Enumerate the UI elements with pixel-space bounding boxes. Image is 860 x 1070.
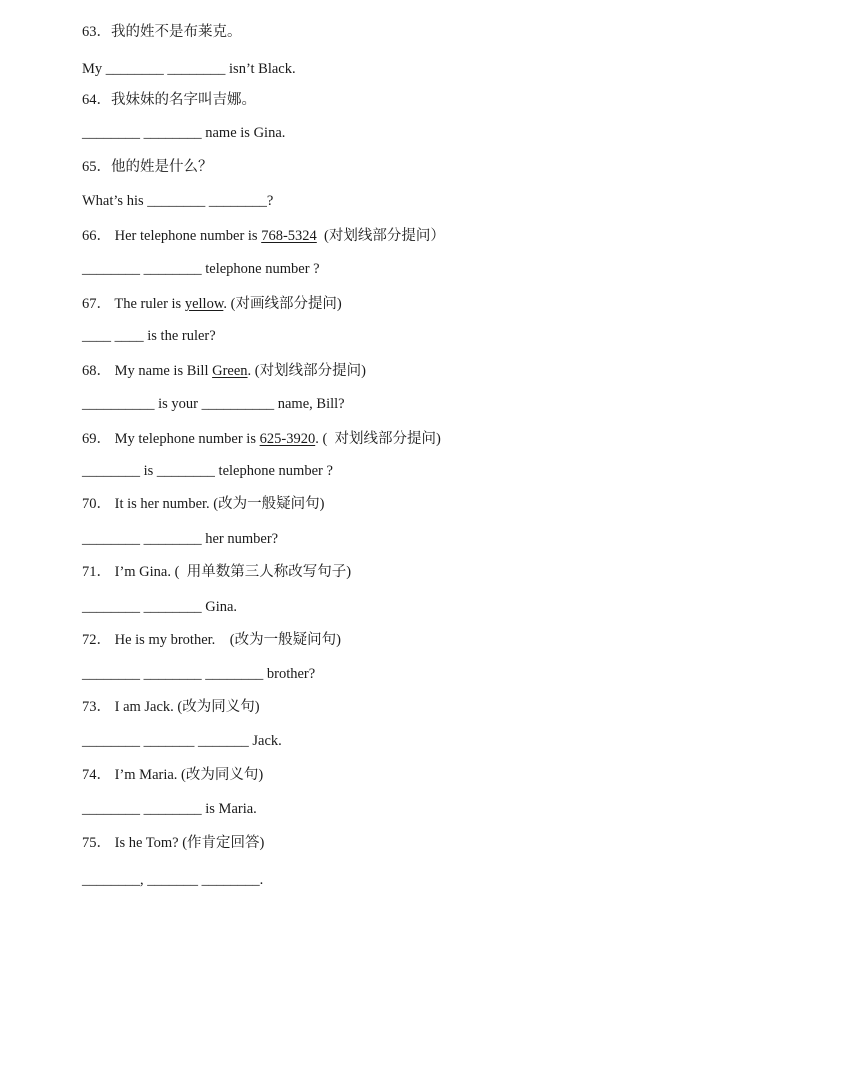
- underlined-phrase: yellow: [184, 296, 224, 312]
- question-68: 68． My name is Bill Green. (对划线部分提问): [82, 363, 366, 379]
- underlined-phrase: 625-3920: [259, 431, 316, 447]
- answer-74: ________ ________ is Maria.: [82, 801, 257, 817]
- answer-71: ________ ________ Gina.: [82, 599, 238, 615]
- answer-69: ________ is ________ telephone number ?: [82, 463, 333, 479]
- underlined-phrase: 768-5324: [261, 228, 317, 244]
- question-63: 63．我的姓不是布莱克。: [82, 24, 242, 40]
- question-71: 71． I’m Gina. ( 用单数第三人称改写句子): [82, 564, 352, 580]
- answer-63: My ________ ________ isn’t Black.: [82, 61, 296, 77]
- question-67: 67． The ruler is yellow. (对画线部分提问): [82, 296, 342, 312]
- question-70: 70． It is her number. (改为一般疑问句): [82, 496, 325, 512]
- answer-66: ________ ________ telephone number ?: [82, 261, 320, 277]
- answer-72: ________ ________ ________ brother?: [82, 666, 316, 682]
- question-64: 64．我妹妹的名字叫吉娜。: [82, 92, 256, 108]
- underlined-phrase: Green: [212, 363, 248, 379]
- question-74: 74． I’m Maria. (改为同义句): [82, 767, 264, 783]
- question-72: 72． He is my brother. (改为一般疑问句): [82, 632, 341, 648]
- question-66: 66． Her telephone number is 768-5324 (对划线部分提问）: [82, 228, 445, 244]
- answer-64: ________ ________ name is Gina.: [82, 125, 286, 141]
- answer-75: ________, _______ ________.: [82, 872, 264, 888]
- question-65: 65．他的姓是什么？: [82, 159, 213, 175]
- answer-67: ____ ____ is the ruler?: [82, 328, 216, 344]
- answer-73: ________ _______ _______ Jack.: [82, 733, 282, 749]
- answer-70: ________ ________ her number?: [82, 531, 279, 547]
- answer-65: What’s his ________ ________?: [82, 193, 274, 209]
- question-69: 69． My telephone number is 625-3920. ( 对划线部分提问): [82, 431, 441, 447]
- question-73: 73． I am Jack. (改为同义句): [82, 699, 260, 715]
- answer-68: __________ is your __________ name, Bill?: [82, 396, 345, 412]
- question-75: 75． Is he Tom? (作肯定回答): [82, 835, 265, 851]
